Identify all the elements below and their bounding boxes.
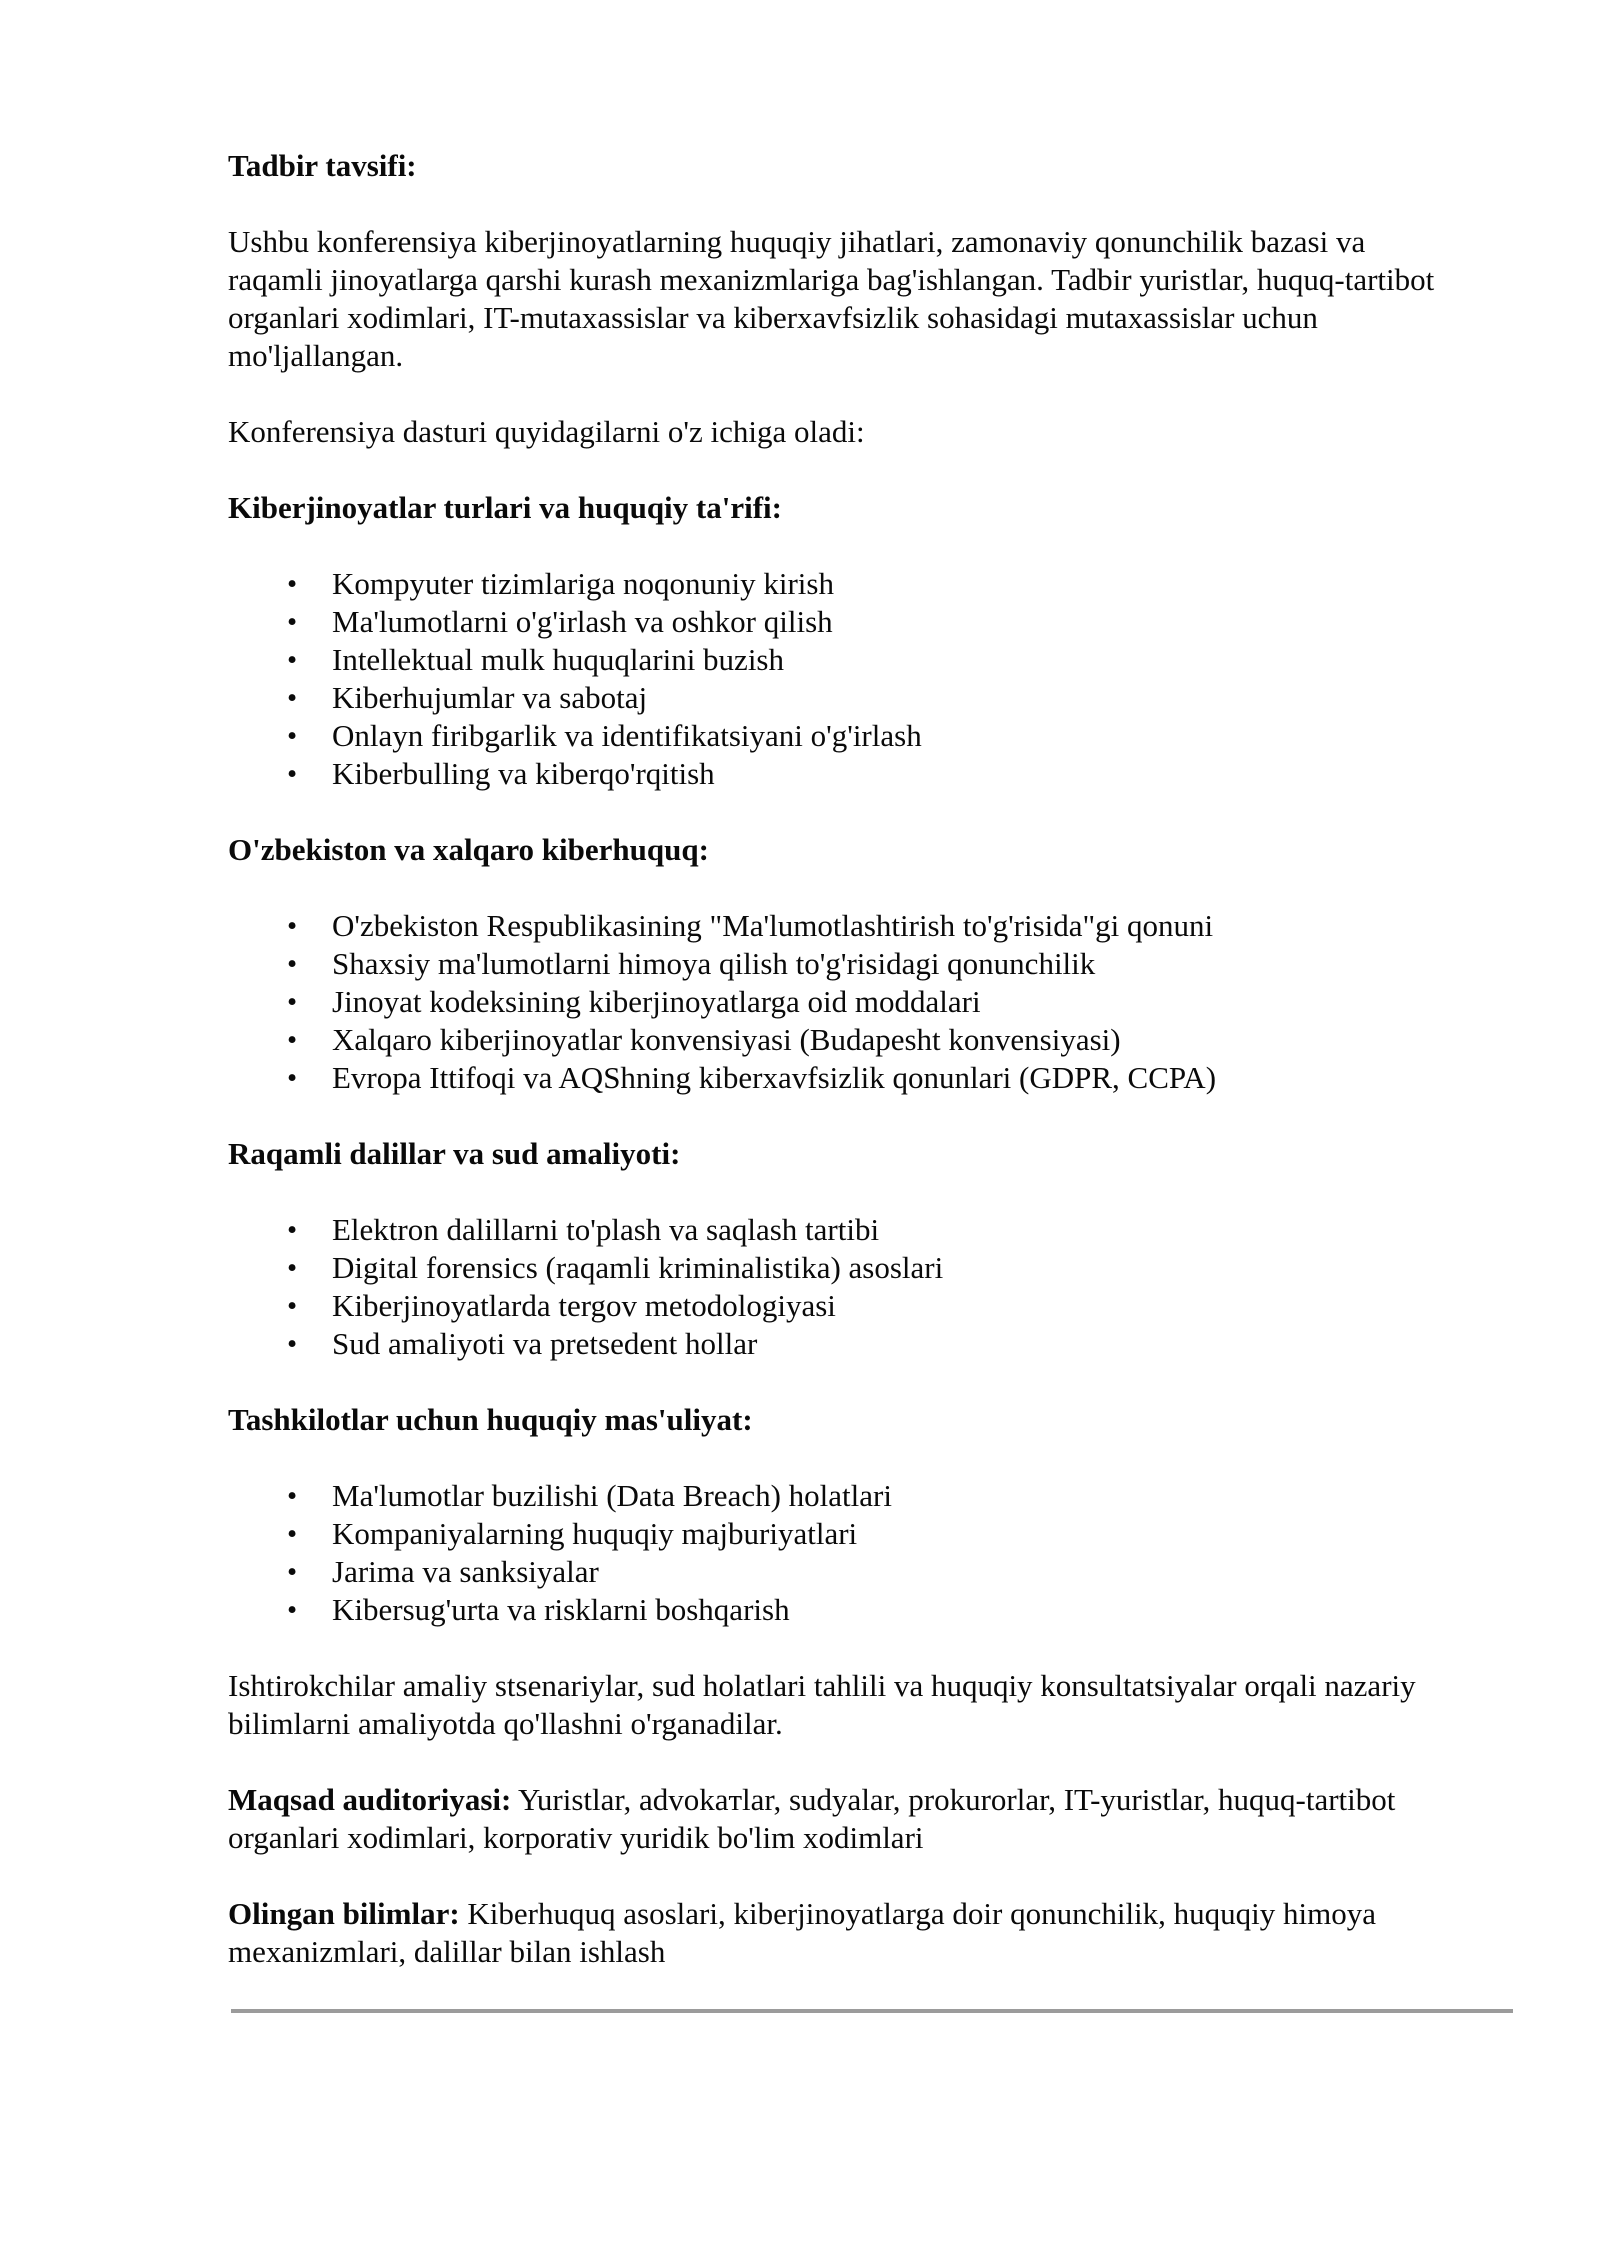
list-item [228,907,1448,945]
bullet-icon: • [287,1518,298,1550]
list-item-text: Intellektual mulk huquqlarini buzish [332,642,784,677]
list-item [228,945,1448,983]
list-item-text: Ma'lumotlar buzilishi (Data Breach) holatlari [332,1478,892,1513]
bullet-icon: • [287,1556,298,1588]
list-item-text: Sud amaliyoti va pretsedent hollar [332,1326,758,1361]
list-item-text: Jarima va sanksiyalar [332,1554,599,1589]
bullet-icon: • [287,1594,298,1626]
skills-text: Kiberhuquq asoslari, kiberjinoyatlarga doir qonunchilik, huquqiy himoya mexanizmlari, dalillar bilan ishlash [228,1896,1377,1969]
sections-container [228,489,1600,1629]
section-list-3 [228,1477,1448,1629]
list-item [228,1287,1448,1325]
list-item [228,1591,1448,1629]
list-item-text: Kiberjinoyatlarda tergov metodologiyasi [332,1288,836,1323]
bullet-icon: • [287,682,298,714]
section-list-1 [228,907,1448,1097]
bullet-icon: • [287,910,298,942]
list-item [228,1553,1448,1591]
list-item [228,983,1448,1021]
audience-label: Maqsad auditoriyasi: [228,1782,512,1817]
section-list-2 [228,1211,1448,1363]
audience-text: Yuristlar, advokaтlar, sudyalar, prokurorlar, IT-yuristlar, huquq-tartibot organlari xodimlari, korporativ yuridik bo'lim xodimlari [228,1782,1396,1855]
bullet-icon: • [287,720,298,752]
bullet-icon: • [287,1252,298,1284]
list-item-text: Kompyuter tizimlariga noqonuniy kirish [332,566,834,601]
list-item-text: Kiberbulling va kiberqo'rqitish [332,756,715,791]
bullet-icon: • [287,758,298,790]
program-lead-paragraph: Konferensiya dasturi quyidagilarni o'z ichiga oladi: [228,414,865,449]
bullet-icon: • [287,948,298,980]
list-item [228,1515,1448,1553]
list-item-text: Kiberhujumlar va sabotaj [332,680,648,715]
list-item [228,1477,1448,1515]
section-heading-1: O'zbekiston va xalqaro kiberhuquq: [228,832,709,867]
bullet-icon: • [287,1290,298,1322]
skills-label: Olingan bilimlar: [228,1896,460,1931]
bullet-icon: • [287,986,298,1018]
document-title: Tadbir tavsifi: [228,148,417,183]
list-item [228,717,1448,755]
list-item-text: Ma'lumotlarni o'g'irlash va oshkor qilish [332,604,833,639]
outro-paragraph: Ishtirokchilar amaliy stsenariylar, sud holatlari tahlili va huquqiy konsultatsiyalar orqali nazariy bilimlarni amaliyotda qo'llashni o'rganadilar. [228,1668,1416,1741]
list-item [228,641,1448,679]
list-item-text: Evropa Ittifoqi va AQShning kiberxavfsizlik qonunlari (GDPR, CCPA) [332,1060,1217,1095]
list-item-text: O'zbekiston Respublikasining "Ma'lumotlashtirish to'g'risida"gi qonuni [332,908,1214,943]
intro-paragraph: Ushbu konferensiya kiberjinoyatlarning huquqiy jihatlari, zamonaviy qonunchilik bazasi va raqamli jinoyatlarga qarshi kurash mexanizmlariga bag'ishlangan. Tadbir yuristlar, huquq-tartibot organlari xodimlari, IT-mutaxassislar va kiberxavfsizlik sohasidagi mutaxassislar uchun mo'ljallangan. [228,224,1435,373]
bullet-icon: • [287,1062,298,1094]
list-item-text: Shaxsiy ma'lumotlarni himoya qilish to'g'risidagi qonunchilik [332,946,1096,981]
bullet-icon: • [287,1214,298,1246]
section-list-0 [228,565,1448,793]
list-item [228,1059,1448,1097]
list-item-text: Kibersug'urta va risklarni boshqarish [332,1592,790,1627]
list-item [228,603,1448,641]
list-item [228,755,1448,793]
list-item-text: Onlayn firibgarlik va identifikatsiyani o'g'irlash [332,718,922,753]
list-item [228,1021,1448,1059]
list-item [228,565,1448,603]
bullet-icon: • [287,1328,298,1360]
list-item [228,1211,1448,1249]
list-item [228,679,1448,717]
bottom-divider [231,2009,1513,2013]
list-item-text: Kompaniyalarning huquqiy majburiyatlari [332,1516,858,1551]
bullet-icon: • [287,644,298,676]
skills-paragraph [228,1895,1448,1971]
list-item-text: Jinoyat kodeksining kiberjinoyatlarga oid moddalari [332,984,981,1019]
bullet-icon: • [287,606,298,638]
list-item-text: Xalqaro kiberjinoyatlar konvensiyasi (Budapesht konvensiyasi) [332,1022,1121,1057]
list-item-text: Digital forensics (raqamli kriminalistika) asoslari [332,1250,944,1285]
bullet-icon: • [287,568,298,600]
section-heading-0: Kiberjinoyatlar turlari va huquqiy ta'rifi: [228,490,782,525]
bullet-icon: • [287,1480,298,1512]
audience-paragraph [228,1781,1448,1857]
bullet-icon: • [287,1024,298,1056]
section-heading-3: Tashkilotlar uchun huquqiy mas'uliyat: [228,1402,753,1437]
list-item-text: Elektron dalillarni to'plash va saqlash tartibi [332,1212,880,1247]
section-heading-2: Raqamli dalillar va sud amaliyoti: [228,1136,681,1171]
list-item [228,1249,1448,1287]
list-item [228,1325,1448,1363]
